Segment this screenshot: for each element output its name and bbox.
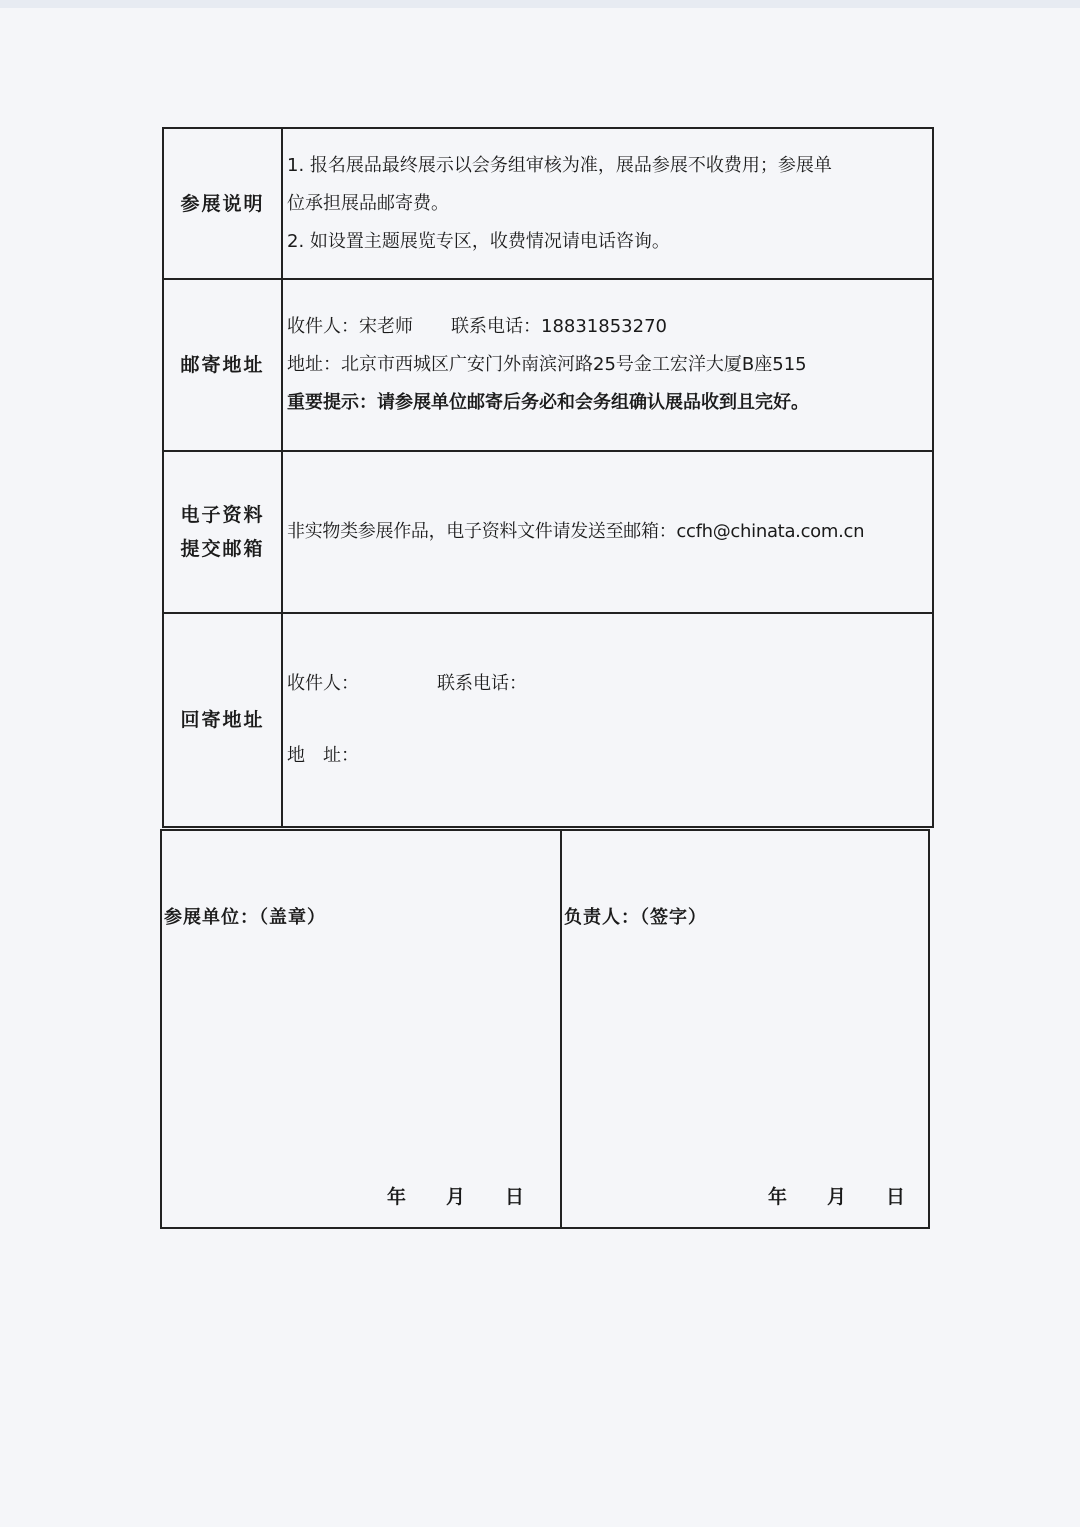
return-address-row (163, 613, 933, 827)
digital-submission-label (163, 451, 282, 613)
exhibit-notes-line3: 2. 如设置主题展览专区，收费情况请电话咨询。 (287, 230, 670, 252)
responsible-signature-date (768, 1182, 905, 1209)
responsible-signature-label: 负责人：（签字） (564, 907, 707, 928)
scan-top-edge (0, 0, 1080, 8)
registration-form-table (162, 127, 934, 828)
digital-submission-label-line1: 电子资料 (180, 504, 265, 526)
mailing-recipient: 收件人：宋老师 (287, 316, 413, 337)
digital-submission-email-text: 非实物类参展作品，电子资料文件请发送至邮箱：ccfh@chinata.com.cn (287, 521, 865, 542)
mailing-address-text: 地址：北京市西城区广安门外南滨河路25号金工宏洋大厦B座515 (287, 354, 807, 375)
exhibit-notes-line2: 位承担展品邮寄费。 (287, 192, 449, 214)
unit-date-year: 年 (387, 1186, 407, 1208)
signature-table (160, 829, 930, 1229)
mailing-important-notice: 重要提示：请参展单位邮寄后务必和会务组确认展品收到且完好。 (287, 392, 809, 413)
responsible-date-day: 日 (886, 1186, 906, 1208)
exhibit-notes-row (163, 128, 933, 279)
exhibit-notes-content (282, 128, 933, 279)
mailing-address-row (163, 279, 933, 451)
exhibit-notes-label: 参展说明 (163, 128, 282, 279)
digital-submission-label-line2: 提交邮箱 (180, 538, 265, 560)
return-address-field[interactable]: 地 址： (287, 745, 359, 766)
responsible-signature-cell[interactable] (561, 830, 929, 1228)
unit-date-month: 月 (446, 1186, 466, 1208)
unit-date-day: 日 (505, 1186, 525, 1208)
mailing-contact-line (287, 308, 932, 346)
unit-seal-date (387, 1182, 524, 1209)
digital-submission-content (282, 451, 933, 613)
digital-submission-row (163, 451, 933, 613)
return-phone-field[interactable]: 联系电话： (437, 673, 527, 694)
return-contact-line (287, 666, 932, 702)
mailing-address-content (282, 279, 933, 451)
responsible-date-year: 年 (768, 1186, 788, 1208)
responsible-date-month: 月 (827, 1186, 847, 1208)
return-address-content (282, 613, 933, 827)
return-address-label: 回寄地址 (163, 613, 282, 827)
mailing-phone: 联系电话：18831853270 (451, 316, 667, 337)
return-recipient-field[interactable]: 收件人： (287, 673, 359, 694)
signature-row (161, 830, 929, 1228)
unit-seal-cell[interactable] (161, 830, 561, 1228)
exhibit-notes-line1: 1. 报名展品最终展示以会务组审核为准，展品参展不收费用；参展单 (287, 154, 832, 176)
mailing-address-label: 邮寄地址 (163, 279, 282, 451)
unit-seal-label: 参展单位：（盖章） (164, 907, 326, 928)
